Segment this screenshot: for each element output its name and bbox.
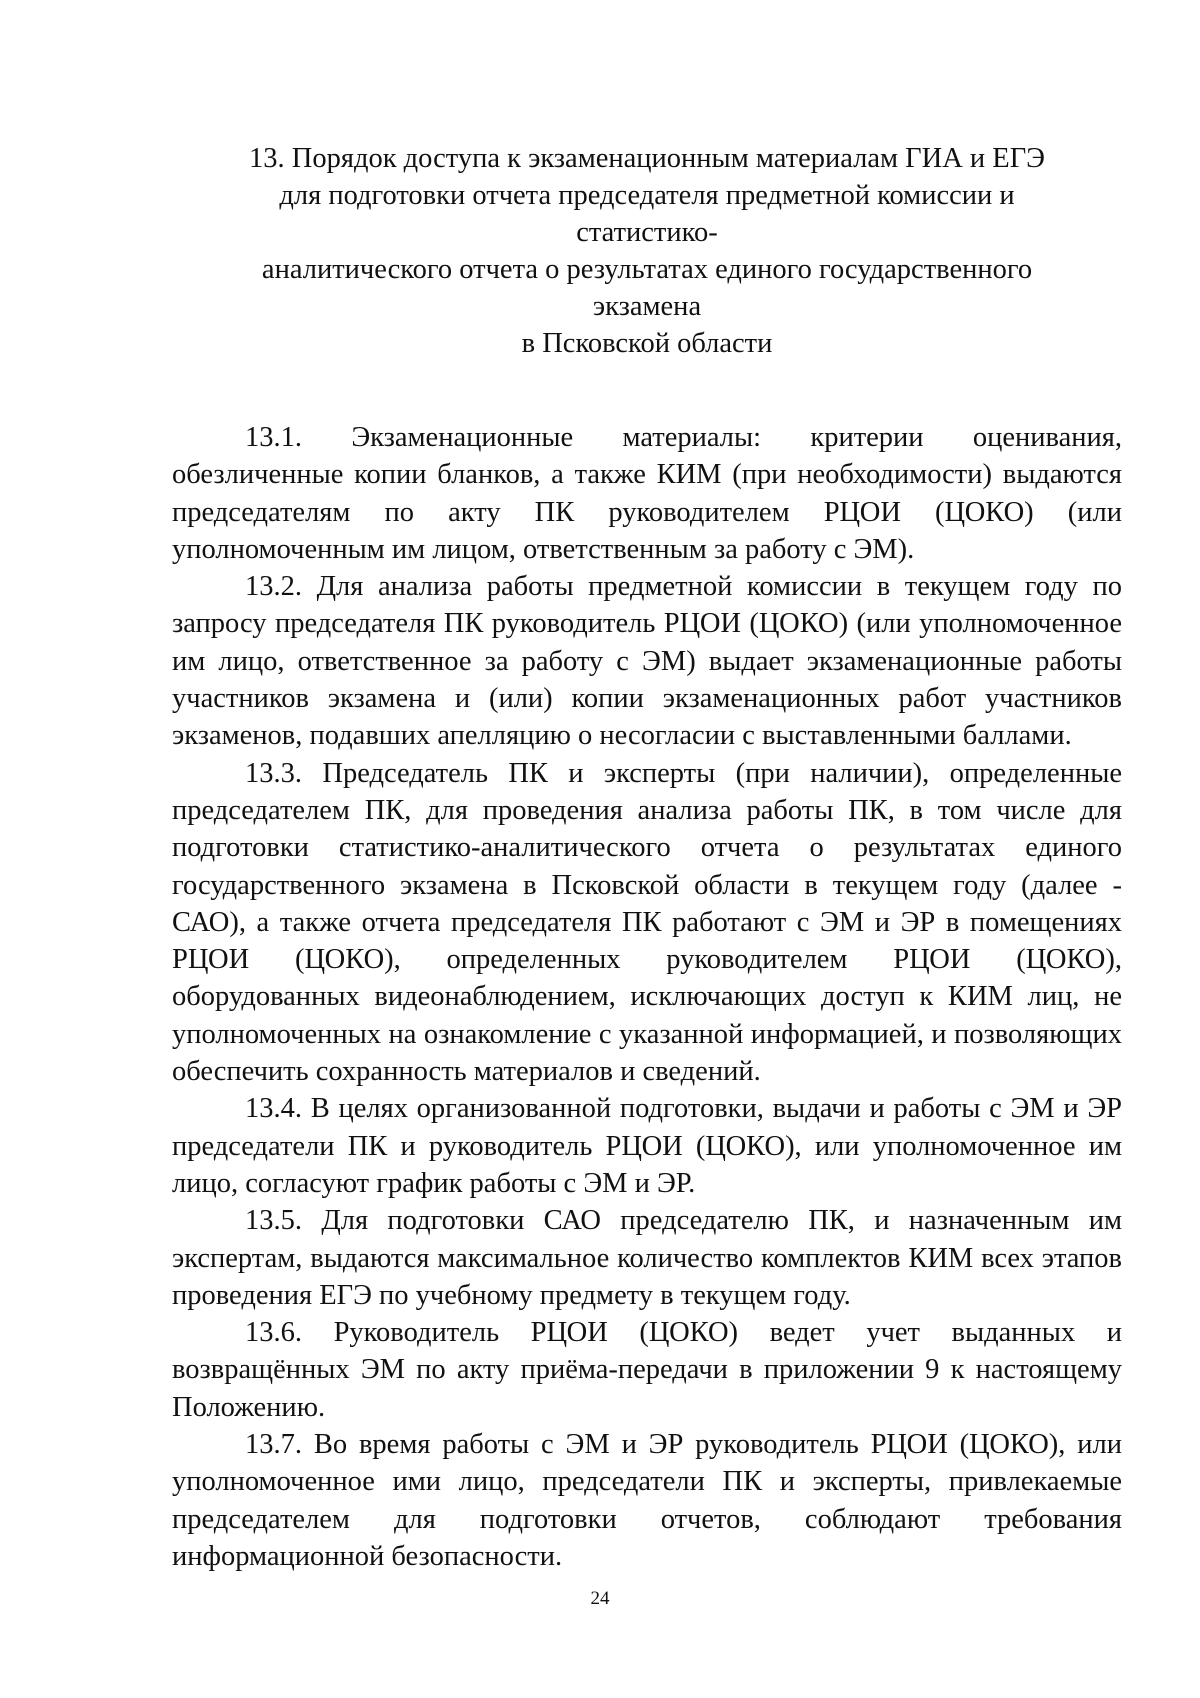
paragraph-text: Экзаменационные материалы: критерии оценивания, обезличенные копии бланков, а также КИМ (при необходимости) выдаются председателям по акту ПК руководителем РЦОИ (ЦОКО) (или уполномоченным им лицом, ответственным за работу с ЭМ).: [172, 422, 1123, 565]
page-number: 24: [590, 1588, 610, 1609]
section-heading: [172, 140, 1122, 362]
paragraph-text: Для подготовки САО председателю ПК, и назначенным им экспертам, выдаются максимальное количество комплектов КИМ всех этапов проведения ЕГЭ по учебному предмету в текущем году.: [172, 1205, 1123, 1311]
paragraph-13-1: [172, 419, 1122, 568]
paragraph-text: Для анализа работы предметной комиссии в текущем году по запросу председателя ПК руководитель РЦОИ (ЦОКО) (или уполномоченное им лицо, ответственное за работу с ЭМ) выдает экзаменационные работы участников экзамена и (или) копии экзаменационных работ участников экзаменов, подавших апелляцию о несогласии с выставленными баллами.: [172, 571, 1123, 752]
paragraph-text: Во время работы с ЭМ и ЭР руководитель РЦОИ (ЦОКО), или уполномоченное ими лицо, председатели ПК и эксперты, привлекаемые председателем для подготовки отчетов, соблюдают требования информационной безопасности.: [172, 1429, 1123, 1572]
paragraph-number: 13.3.: [245, 757, 302, 789]
section-heading-line: 13. Порядок доступа к экзаменационным материалам ГИА и ЕГЭ: [249, 143, 1045, 174]
section-heading-line: для подготовки отчета председателя предметной комиссии и статистико-: [279, 180, 1015, 248]
paragraph-text: В целях организованной подготовки, выдачи и работы с ЭМ и ЭР председатели ПК и руководитель РЦОИ (ЦОКО), или уполномоченное им лицо, согласуют график работы с ЭМ и ЭР.: [172, 1093, 1123, 1199]
paragraph-13-7: [172, 1426, 1122, 1575]
paragraph-13-6: [172, 1314, 1122, 1426]
paragraph-13-2: [172, 568, 1122, 754]
paragraph-number: 13.7.: [245, 1429, 302, 1461]
paragraph-number: 13.2.: [245, 571, 302, 603]
paragraph-number: 13.1.: [245, 422, 302, 453]
paragraph-number: 13.5.: [245, 1205, 302, 1237]
paragraph-text: Руководитель РЦОИ (ЦОКО) ведет учет выданных и возвращённых ЭМ по акту приёма-передачи в приложении 9 к настоящему Положению.: [172, 1317, 1123, 1423]
paragraph-13-5: [172, 1202, 1122, 1314]
paragraph-13-3: [172, 755, 1122, 1091]
document-page: [172, 140, 1122, 1575]
paragraph-13-4: [172, 1090, 1122, 1202]
paragraph-text: Председатель ПК и эксперты (при наличии), определенные председателем ПК, для проведения анализа работы ПК, в том числе для подготовки статистико-аналитического отчета о результатах единого государственного экзамена в Псковской области в текущем году (далее - САО), а также отчета председателя ПК работают с ЭМ и ЭР в помещениях РЦОИ (ЦОКО), определенных руководителем РЦОИ (ЦОКО), оборудованных видеонаблюдением, исключающих доступ к КИМ лиц, не уполномоченных на ознакомление с указанной информацией, и позволяющих обеспечить сохранность материалов и сведений.: [172, 757, 1123, 1088]
paragraph-number: 13.6.: [245, 1317, 302, 1349]
section-heading-line: в Псковской области: [521, 328, 773, 359]
section-heading-line: аналитического отчета о результатах единого государственного экзамена: [261, 254, 1033, 322]
paragraph-number: 13.4.: [245, 1093, 302, 1125]
